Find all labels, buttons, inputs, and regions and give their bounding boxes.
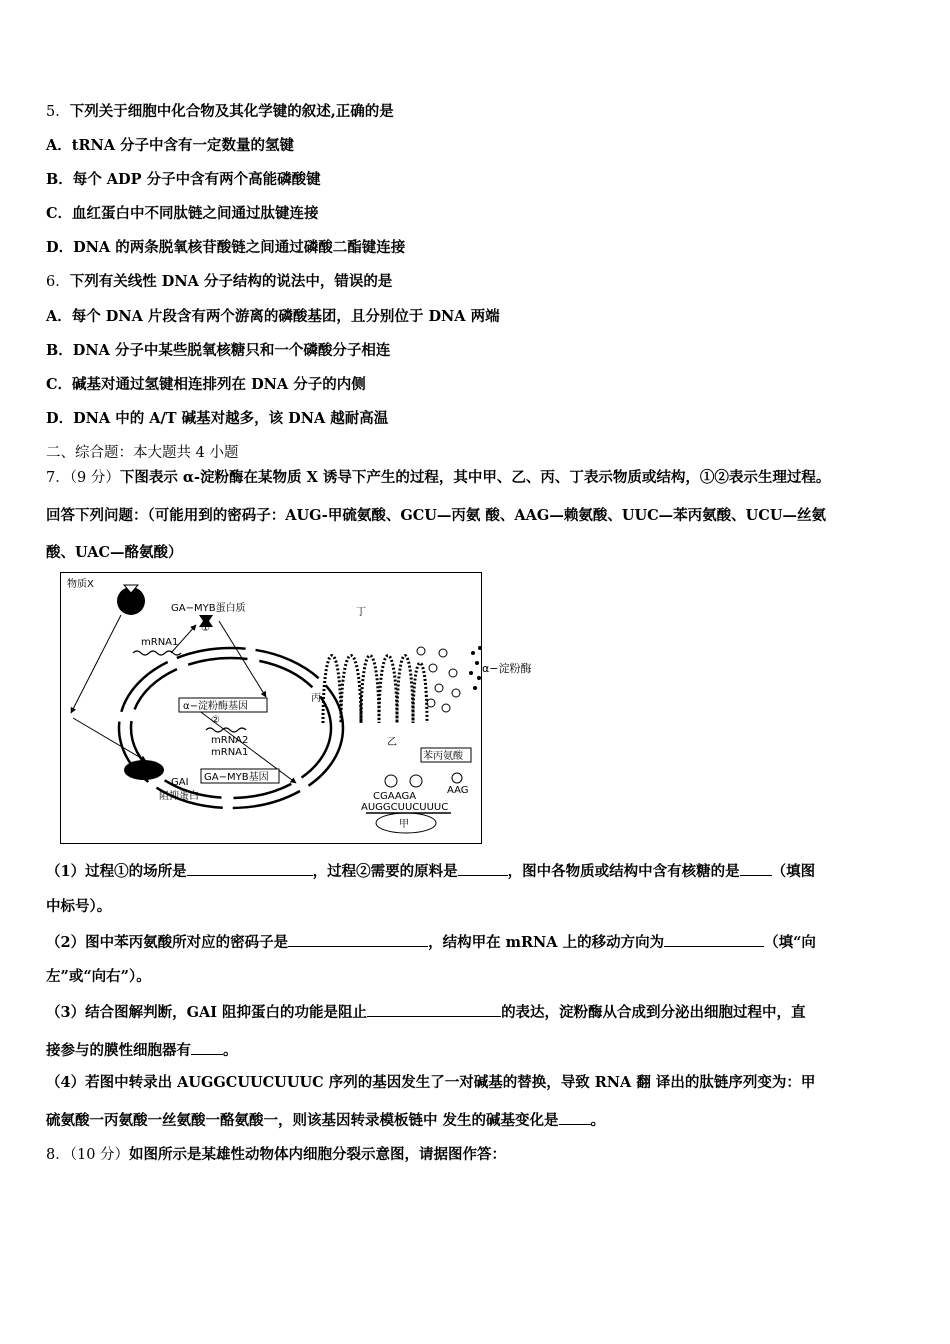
q5-option-d: D．DNA 的两条脱氧核苷酸链之间通过磷酸二酯键连接 — [46, 239, 406, 256]
label-process2: ② — [211, 715, 220, 726]
label-yi: 乙 — [387, 737, 397, 748]
section-heading: 二、综合题：本大题共 4 小题 — [46, 445, 239, 461]
q7-stem-line3: 酸、UAC—酪氨酸） — [46, 544, 183, 561]
label-aag: AAG — [447, 785, 469, 796]
q7-points: （9 分） — [69, 470, 120, 486]
label-mrna1: mRNA1 — [141, 637, 179, 648]
alpha-amylase-diagram — [60, 572, 482, 844]
q5-option-c: C．血红蛋白中不同肽链之间通过肽键连接 — [46, 205, 319, 222]
q7-sub1-part-a: （1）过程①的场所是 — [46, 863, 187, 880]
q7-sub3-part-c: 接参与的膜性细胞器有 — [46, 1042, 191, 1059]
q7-sub2-part-a: （2）图中苯丙氨酸所对应的密码子是 — [46, 934, 289, 951]
label-ga-myb-protein: GA−MYB蛋白质 — [171, 603, 246, 614]
q7-sub4-line2 — [46, 1110, 605, 1130]
label-jia: 甲 — [399, 819, 409, 830]
label-bing: 丙 — [311, 693, 321, 704]
q7-sub4-line1: （4）若图中转录出 AUGGCUUCUUUC 序列的基因发生了一对碱基的替换，导致 RNA 翻 译出的肽链序列变为：甲 — [46, 1074, 816, 1091]
q7-sub2-blank2[interactable] — [664, 932, 764, 947]
q7-sub2-line2: 左”或“向右”）。 — [46, 968, 151, 985]
q7-sub1-line1 — [46, 861, 815, 881]
gai-blob — [124, 760, 164, 780]
label-gai: GAI — [171, 777, 189, 788]
q7-sub3-blank1[interactable] — [367, 1002, 501, 1017]
vesicles — [417, 647, 460, 712]
label-cgaaga: CGAAGA — [373, 791, 417, 802]
q7-sub1-part-b: ，过程②需要的原料是 — [312, 863, 458, 880]
label-mrna1b: mRNA1 — [211, 747, 249, 758]
q5-option-b: B．每个 ADP 分子中含有两个高能磷酸键 — [46, 171, 321, 188]
q7-sub2-part-c: （填“向 — [764, 934, 816, 951]
q7-sub4-blank[interactable] — [559, 1110, 591, 1125]
q5-stem — [46, 103, 394, 121]
q6-stem — [46, 273, 392, 291]
q8-stem-text: 如图所示是某雄性动物体内细胞分裂示意图，请据图作答： — [129, 1146, 507, 1163]
mrna1-wave — [133, 651, 181, 655]
q5-number: 5． — [46, 104, 70, 120]
label-mrna2: mRNA2 — [211, 735, 249, 746]
q7-sub1-part-c: ，图中各物质或结构中含有核糖的是 — [507, 863, 740, 880]
er-folds — [323, 656, 427, 724]
q7-sub3-line1 — [46, 1002, 806, 1022]
q7-number: 7． — [46, 470, 70, 486]
q7-sub3-part-b: 的表达，淀粉酶从合成到分泌出细胞过程中，直 — [501, 1004, 806, 1021]
q7-sub1-blank2[interactable] — [458, 861, 508, 876]
q7-sub3-blank2[interactable] — [191, 1040, 223, 1055]
label-mrna-seq: AUGGCUUCUUUC — [361, 802, 449, 813]
q7-sub1-blank1[interactable] — [187, 861, 313, 876]
q7-sub2-blank1[interactable] — [288, 932, 428, 947]
q7-sub2-line1 — [46, 932, 816, 952]
q7-line1-text: 下图表示 α-淀粉酶在某物质 X 诱导下产生的过程，其中甲、乙、丙、丁表示物质或结构，①②表示生理过程。 — [119, 469, 831, 486]
diagram-svg — [61, 573, 481, 843]
q8-stem — [46, 1146, 506, 1164]
q7-sub4-part-c: 。 — [590, 1112, 606, 1129]
trna-free — [452, 773, 462, 783]
q8-points: （10 分） — [69, 1147, 130, 1163]
label-process1: ① — [201, 623, 210, 634]
q6-number: 6． — [46, 274, 70, 290]
label-alpha-gene: α−淀粉酶基因 — [183, 701, 248, 712]
q5-option-a: A．tRNA 分子中含有一定数量的氢键 — [46, 137, 295, 154]
label-phe: 苯丙氨酸 — [423, 751, 463, 762]
q7-sub3-line2 — [46, 1040, 238, 1060]
q6-option-d: D．DNA 中的 A/T 碱基对越多，该 DNA 越耐高温 — [46, 410, 389, 427]
q7-stem-line1 — [46, 469, 830, 487]
label-gai-protein: 阻抑蛋白 — [159, 791, 199, 802]
q8-number: 8． — [46, 1147, 70, 1163]
q7-stem-line2: 回答下列问题：（可能用到的密码子：AUG-甲硫氨酸、GCU—丙氨 酸、AAG—赖氨酸、UUC—苯丙氨酸、UCU—丝氨 — [46, 507, 826, 524]
q6-option-a: A．每个 DNA 片段含有两个游离的磷酸基团，且分别位于 DNA 两端 — [46, 308, 500, 325]
nuclear-envelope-outer — [119, 648, 343, 808]
q6-stem-text: 下列有关线性 DNA 分子结构的说法中，错误的是 — [69, 273, 393, 290]
q7-sub1-blank3[interactable] — [740, 861, 772, 876]
q7-sub4-part-b: 硫氨酸一丙氨酸一丝氨酸一酪氨酸一，则该基因转录模板链中 发生的碱基变化是 — [46, 1112, 559, 1129]
label-ga-myb-gene: GA−MYB基因 — [204, 772, 269, 783]
label-ding: 丁 — [356, 607, 366, 618]
q6-option-c: C．碱基对通过氢键相连排列在 DNA 分子的内侧 — [46, 376, 366, 393]
trna-right — [410, 775, 422, 787]
label-substance-x: 物质X — [67, 579, 94, 590]
q5-stem-text: 下列关于细胞中化合物及其化学键的叙述,正确的是 — [69, 103, 394, 120]
q7-sub1-part-d: （填图 — [771, 863, 816, 880]
arrow-left-to-gai — [73, 718, 146, 761]
arrow-x-to-left — [71, 615, 121, 713]
secreted-enzyme-dots — [469, 646, 481, 690]
q7-sub2-part-b: ，结构甲在 mRNA 上的移动方向为 — [428, 934, 665, 951]
q7-sub1-line2: 中标号）。 — [46, 898, 112, 915]
label-alpha-enzyme: α−淀粉酶 — [482, 662, 532, 675]
q7-sub3-part-d: 。 — [223, 1042, 238, 1059]
q7-sub3-part-a: （3）结合图解判断，GAI 阻抑蛋白的功能是阻止 — [46, 1004, 368, 1021]
q6-option-b: B．DNA 分子中某些脱氧核糖只和一个磷酸分子相连 — [46, 342, 391, 359]
trna-left — [385, 775, 397, 787]
